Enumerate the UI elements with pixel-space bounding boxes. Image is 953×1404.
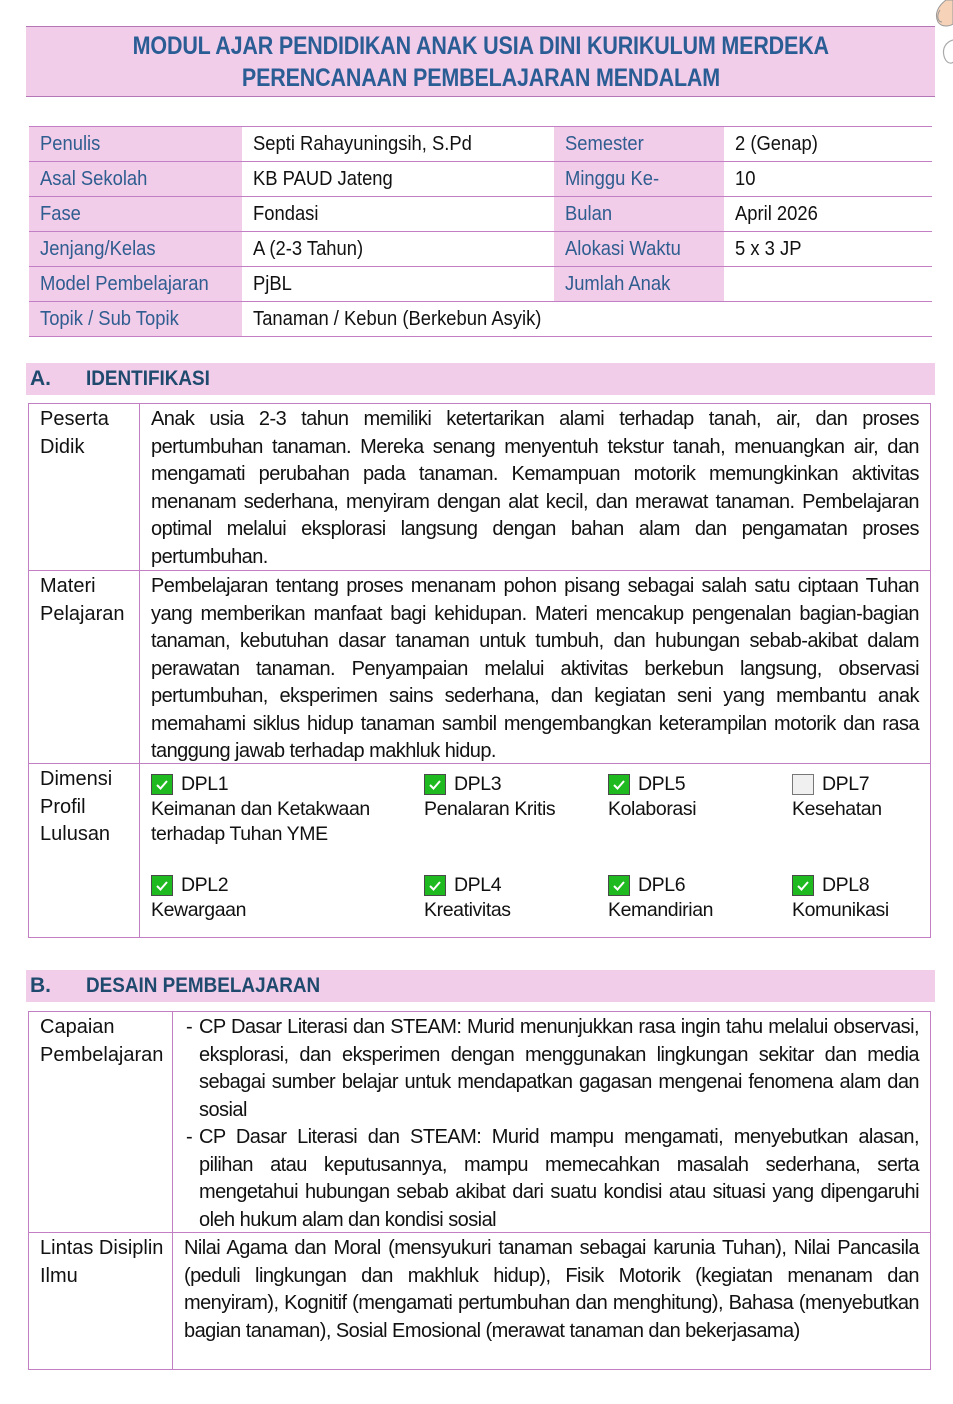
checkbox-checked-icon[interactable]: [151, 774, 173, 795]
identifikasi-table: [28, 403, 931, 938]
dpl-description: Kemandirian: [608, 899, 714, 921]
capaian-item: - CP Dasar Literasi dan STEAM: Murid mampu mengamati, menyebutkan alasan, pilihan atau keputusannya, mampu memecahkan masalah sederhana, serta mengetahui hubungan sebab akibat dari suatu kondisi atau situasi yang dipengaruhi oleh hukum alam dan kondisi sosial: [186, 1126, 919, 1231]
checkbox-unchecked-icon[interactable]: [792, 774, 814, 795]
document-title-line-2: PERENCANAAN PEMBELAJARAN MENDALAM: [241, 63, 720, 92]
identity-info-table: [29, 126, 932, 337]
jumlah-label: Jumlah Anak: [554, 267, 724, 302]
checkbox-checked-icon[interactable]: [424, 774, 446, 795]
checkbox-checked-icon[interactable]: [608, 875, 630, 896]
alokasi-value: 5 x 3 JP: [724, 232, 932, 267]
dpl-description: Keimanan dan Ketakwaan: [151, 798, 370, 820]
capaian-pembelajaran-label: Capaian Pembelajaran: [29, 1012, 173, 1232]
dpl-code: DPL2: [181, 874, 229, 896]
dpl-item-dpl3: [424, 772, 555, 822]
info-row: [29, 127, 932, 162]
dpl-description: Kreativitas: [424, 899, 511, 921]
checkbox-checked-icon[interactable]: [151, 875, 173, 896]
materi-pelajaran-label: Materi Pelajaran: [29, 571, 140, 763]
dpl-item-dpl6: [608, 873, 713, 923]
dpl-code: DPL6: [638, 874, 686, 896]
dpl-item-dpl5: [608, 772, 696, 822]
peserta-didik-text: Anak usia 2-3 tahun memiliki ketertarikan alami terhadap tanah, air, dan proses pertumbuhan tanaman. Mereka senang menyentuh tekstur tanah, menuangkan air, dan mengamati perubahan pada tanaman. Kemampuan motorik memungkinkan aktivitas menanam sederhana, menyiram dengan alat kecil, dan merawat tanaman. Pembelajaran optimal melalui eksplorasi langsung dengan bahan alam dan pengamatan proses pertumbuhan.: [151, 408, 919, 568]
capaian-item: - CP Dasar Literasi dan STEAM: Murid menunjukkan rasa ingin tahu melalui observasi, eksplorasi, dan eksperimen dengan menggunakan lingkungan sekitar dan media sebagai sumber belajar untuk mendapatkan gagasan mengenai fenomena alam dan sosial: [186, 1016, 919, 1121]
dpl-code: DPL5: [638, 773, 686, 795]
checkbox-checked-icon[interactable]: [608, 774, 630, 795]
section-a-letter: A.: [30, 367, 51, 390]
dpl-description-cont: terhadap Tuhan YME: [151, 823, 328, 845]
dpl-code: DPL7: [822, 773, 870, 795]
dimensi-profil-row: [29, 763, 930, 937]
section-b-heading: [26, 970, 935, 1002]
dimensi-profil-checklist: [140, 764, 930, 938]
info-row: [29, 302, 932, 337]
materi-pelajaran-text: Pembelajaran tentang proses menanam pohon pisang sebagai salah satu ciptaan Tuhan yang memberikan manfaat bagi kehidupan. Materi mencakup pengenalan bagian-bagian tanaman, kebutuhan dasar tanaman untuk tumbuh, dan hubungan sebab-akibat dalam perawatan tanaman. Penyampaian melalui aktivitas berkebun langsung, observasi pertumbuhan, eksperimen sains sederhana, dan kegiatan seni yang membantu anak memahami siklus hidup tanaman sambil mengembangkan keterampilan motorik dan rasa tanggung jawab terhadap makhluk hidup.: [151, 575, 919, 762]
topik-label: Topik / Sub Topik: [29, 302, 242, 337]
dpl-description: Kewargaan: [151, 899, 247, 921]
section-b-letter: B.: [30, 974, 51, 997]
dpl-item-dpl8: [792, 873, 889, 923]
model-label: Model Pembelajaran: [29, 267, 242, 302]
dpl-description: Penalaran Kritis: [424, 798, 556, 820]
info-row: [29, 162, 932, 197]
model-value: PjBL: [242, 267, 554, 302]
document-title-banner: [26, 26, 935, 97]
section-a-title: IDENTIFIKASI: [86, 367, 210, 390]
capaian-pembelajaran-row: [29, 1012, 930, 1232]
checkbox-checked-icon[interactable]: [792, 875, 814, 896]
dpl-item-dpl7: [792, 772, 882, 822]
dimensi-profil-label: Dimensi Profil Lulusan: [29, 764, 140, 937]
topik-value: Tanaman / Kebun (Berkebun Asyik): [242, 302, 932, 337]
peserta-didik-row: [29, 404, 930, 570]
bulan-label: Bulan: [554, 197, 724, 232]
fase-label: Fase: [29, 197, 242, 232]
semester-value: 2 (Genap): [724, 127, 932, 162]
lintas-disiplin-label: Lintas Disiplin Ilmu: [29, 1233, 173, 1369]
info-row: [29, 197, 932, 232]
jenjang-value: A (2-3 Tahun): [242, 232, 554, 267]
dpl-code: DPL8: [822, 874, 870, 896]
minggu-value: 10: [724, 162, 932, 197]
dpl-description: Kesehatan: [792, 798, 882, 820]
materi-pelajaran-row: [29, 570, 930, 763]
checkbox-checked-icon[interactable]: [424, 875, 446, 896]
penulis-label: Penulis: [29, 127, 242, 162]
section-a-heading: [26, 363, 935, 395]
peserta-didik-label: Peserta Didik: [29, 404, 140, 570]
alokasi-label: Alokasi Waktu: [554, 232, 724, 267]
section-b-title: DESAIN PEMBELAJARAN: [86, 974, 321, 997]
dpl-code: DPL1: [181, 773, 229, 795]
penulis-value: Septi Rahayuningsih, S.Pd: [242, 127, 554, 162]
dpl-item-dpl4: [424, 873, 511, 923]
jenjang-label: Jenjang/Kelas: [29, 232, 242, 267]
bulan-value: April 2026: [724, 197, 932, 232]
semester-label: Semester: [554, 127, 724, 162]
sekolah-value: KB PAUD Jateng: [242, 162, 554, 197]
dpl-description: Kolaborasi: [608, 798, 697, 820]
fase-value: Fondasi: [242, 197, 554, 232]
dpl-item-dpl2: [151, 873, 246, 923]
capaian-pembelajaran-list: [173, 1012, 930, 1232]
lintas-disiplin-row: [29, 1232, 930, 1369]
dpl-item-dpl1: [151, 772, 370, 847]
dpl-code: DPL3: [454, 773, 502, 795]
jumlah-value: [724, 267, 932, 302]
dpl-description: Komunikasi: [792, 899, 889, 921]
lintas-disiplin-text: Nilai Agama dan Moral (mensyukuri tanaman sebagai karunia Tuhan), Nilai Pancasila (peduli lingkungan dan makhluk hidup), Fisik Motorik (kegiatan menanam dan menyiram), Kognitif (mengamati pertumbuhan dan menghitung), Bahasa (menyebutkan bagian tanaman), Sosial Emosional (merawat tanaman dan bekerjasama): [184, 1237, 919, 1342]
info-row: [29, 232, 932, 267]
desain-pembelajaran-table: [28, 1011, 931, 1370]
dpl-code: DPL4: [454, 874, 502, 896]
info-row: [29, 267, 932, 302]
document-title-line-1: MODUL AJAR PENDIDIKAN ANAK USIA DINI KURIKULUM MERDEKA: [132, 31, 829, 60]
sekolah-label: Asal Sekolah: [29, 162, 242, 197]
minggu-label: Minggu Ke-: [554, 162, 724, 197]
